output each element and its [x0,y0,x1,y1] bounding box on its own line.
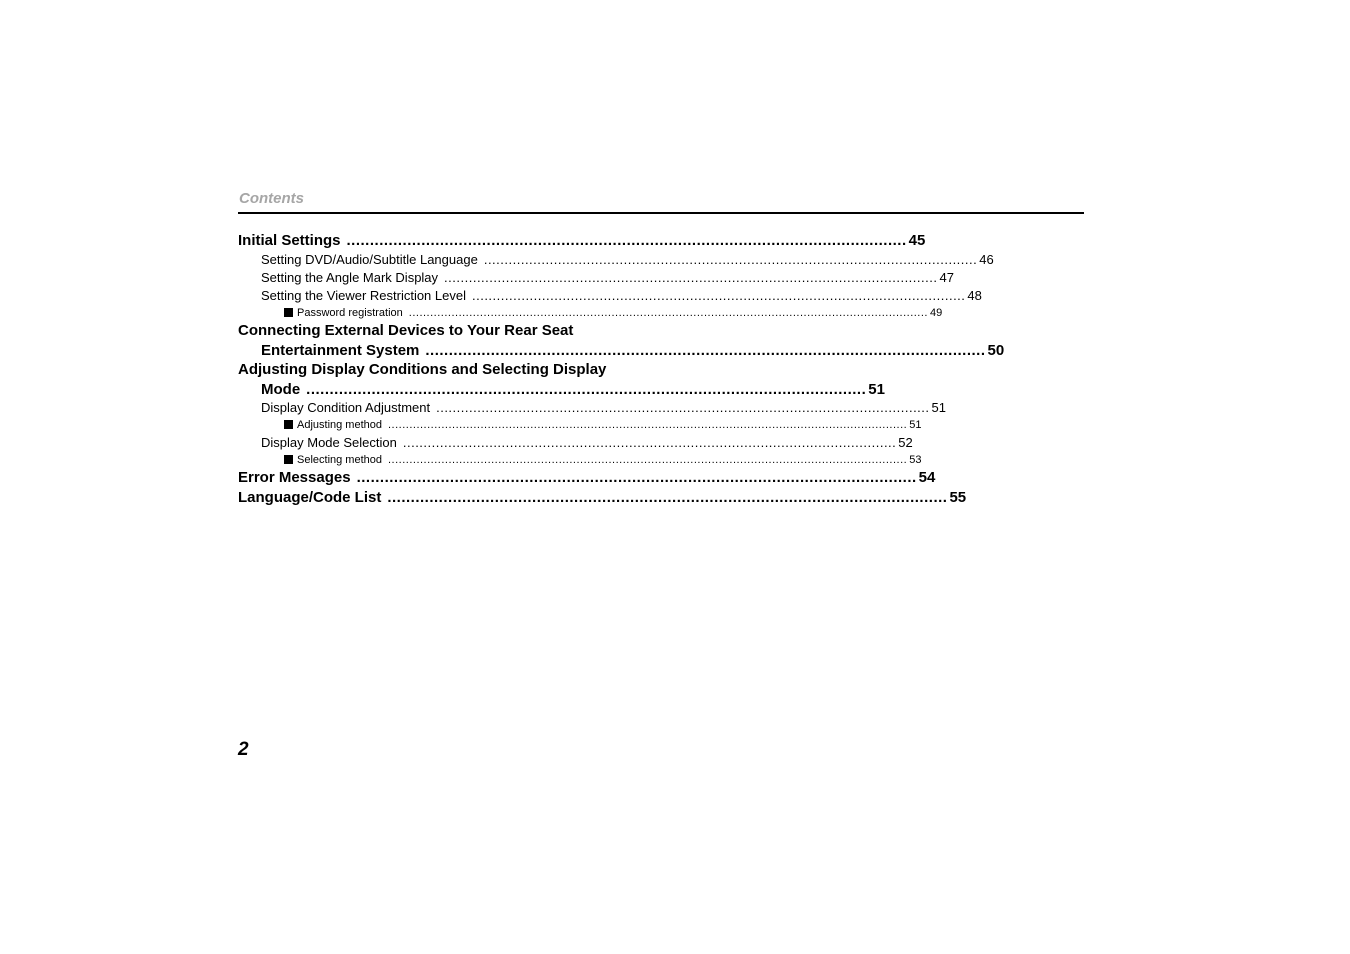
dot-leader: ........................................................................................................................ [483,251,978,267]
toc-entry-page: 51 [909,419,922,431]
toc-entry-angle-mark[interactable] [238,269,954,287]
toc-entry-title: Display Mode Selection [261,434,397,450]
dot-leader: .................................................................................................................................................. [388,419,908,431]
square-bullet-icon [284,308,293,317]
dot-leader: ........................................................................................................................ [356,469,917,486]
toc-entry-title [284,305,403,322]
toc-entry-connecting-external[interactable] [238,341,1005,361]
dot-leader: ........................................................................................................................ [387,488,948,506]
toc-entry-title: Display Condition Adjustment [261,400,431,415]
toc-entry-page: 49 [929,306,943,319]
toc-entry-title: Setting the Viewer Restriction Level [261,287,466,303]
toc-entry-error-messages[interactable] [238,468,936,488]
dot-leader: ........................................................................................................................ [402,434,897,450]
toc-entry-page: 54 [918,469,936,486]
dot-leader: ........................................................................................................................ [471,287,966,303]
toc-entry-title: Mode [261,380,301,398]
toc-entry-page: 55 [949,488,967,506]
toc-entry-display-condition[interactable] [238,399,946,417]
toc-entry-title-text: Selecting method [297,453,382,466]
dot-leader: ........................................................................................................................ [346,232,907,249]
toc-entry-selecting-method[interactable] [238,452,922,469]
toc-entry-page: 46 [979,251,994,267]
toc-entry-initial-settings[interactable] [238,231,926,251]
toc-entry-page: 50 [987,341,1005,359]
toc-entry-title: Error Messages [238,469,351,486]
toc-entry-title: Setting DVD/Audio/Subtitle Language [261,251,478,267]
toc-entry-display-mode[interactable] [238,434,913,452]
dot-leader: .................................................................................................................................................. [388,453,908,466]
toc-entry-title: Setting the Angle Mark Display [261,269,439,285]
toc-entry-adjusting-display-line1[interactable] [238,360,649,380]
toc-entry-title [284,417,382,434]
square-bullet-icon [284,455,293,464]
toc-entry-title: Language/Code List [238,488,382,506]
dot-leader: ........................................................................................................................ [425,341,986,359]
toc-entry-title [284,452,382,469]
toc-entry-language-code[interactable] [238,488,967,508]
toc-entry-connecting-external-line1[interactable] [238,321,649,341]
toc-entry-page: 48 [967,287,982,303]
toc-entry-dvd-language[interactable] [238,251,994,269]
toc-entry-page: 47 [939,269,954,285]
toc-entry-title: Entertainment System [261,341,420,359]
toc-entry-adjusting-method[interactable] [238,417,922,434]
toc-entry-adjusting-display[interactable] [238,380,885,400]
toc-entry-viewer-restriction[interactable] [238,287,982,305]
dot-leader: ........................................................................................................................ [306,380,867,398]
square-bullet-icon [284,420,293,429]
toc-entry-title: Adjusting Display Conditions and Selecting Display [238,361,607,378]
toc-entry-title-text: Adjusting method [297,419,382,431]
toc-entry-title-text: Password registration [297,306,403,319]
toc-entry-password-registration[interactable] [238,305,943,322]
toc-entry-page: 45 [908,232,926,249]
dot-leader: .................................................................................................................................................. [408,306,928,319]
toc-entry-title: Initial Settings [238,232,341,249]
toc-entry-page: 53 [909,453,922,466]
section-header-label: Contents [239,190,304,207]
toc-entry-page: 51 [868,380,885,398]
page-number: 2 [238,739,249,760]
dot-leader: ........................................................................................................................ [436,400,930,415]
toc-entry-title: Connecting External Devices to Your Rear Seat [238,322,574,339]
toc-entry-page: 51 [931,400,946,415]
dot-leader: ........................................................................................................................ [444,269,938,285]
header-divider [238,212,1084,214]
toc-entry-page: 52 [898,434,913,450]
table-of-contents [238,231,1005,507]
